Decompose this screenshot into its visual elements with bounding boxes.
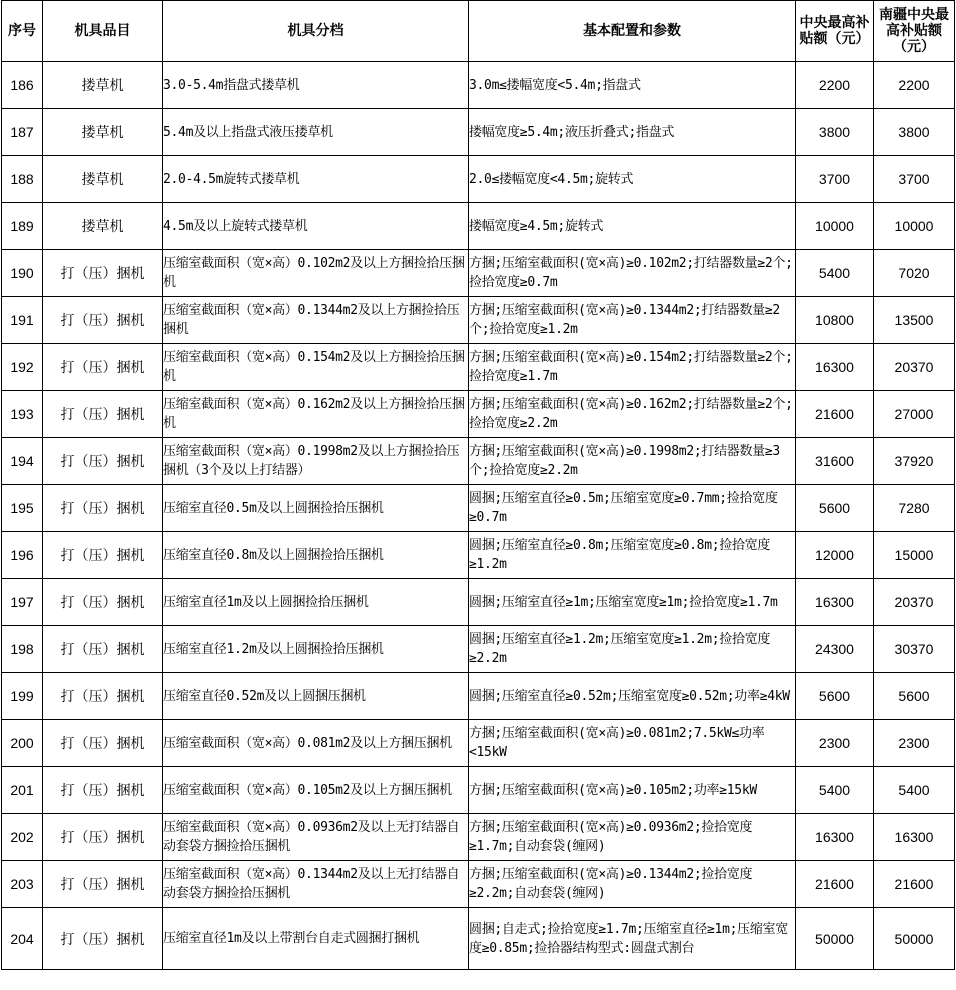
central-subsidy-cell: 12000 bbox=[796, 532, 874, 579]
seq-cell: 204 bbox=[2, 908, 43, 970]
grade-cell: 压缩室直径0.5m及以上圆捆捡拾压捆机 bbox=[163, 485, 469, 532]
header-central-subsidy: 中央最高补贴额（元） bbox=[796, 1, 874, 62]
header-spec: 基本配置和参数 bbox=[469, 1, 796, 62]
table-row bbox=[2, 626, 955, 673]
spec-cell: 方捆;压缩室截面积(宽×高)≥0.1998m2;打结器数量≥3个;捡拾宽度≥2.2m bbox=[469, 438, 796, 485]
spec-cell: 圆捆;压缩室直径≥0.52m;压缩室宽度≥0.52m;功率≥4kW bbox=[469, 673, 796, 720]
seq-cell: 187 bbox=[2, 109, 43, 156]
table-row bbox=[2, 297, 955, 344]
item-cell: 搂草机 bbox=[43, 156, 163, 203]
table-body bbox=[2, 62, 955, 970]
central-subsidy-cell: 5400 bbox=[796, 767, 874, 814]
table-row bbox=[2, 908, 955, 970]
item-cell: 打（压）捆机 bbox=[43, 767, 163, 814]
seq-cell: 195 bbox=[2, 485, 43, 532]
central-subsidy-cell: 16300 bbox=[796, 814, 874, 861]
spec-cell: 方捆;压缩室截面积(宽×高)≥0.105m2;功率≥15kW bbox=[469, 767, 796, 814]
central-subsidy-cell: 5400 bbox=[796, 250, 874, 297]
nanjiang-subsidy-cell: 10000 bbox=[874, 203, 955, 250]
nanjiang-subsidy-cell: 5600 bbox=[874, 673, 955, 720]
grade-cell: 5.4m及以上指盘式液压搂草机 bbox=[163, 109, 469, 156]
spec-cell: 2.0≤搂幅宽度<4.5m;旋转式 bbox=[469, 156, 796, 203]
seq-cell: 196 bbox=[2, 532, 43, 579]
central-subsidy-cell: 50000 bbox=[796, 908, 874, 970]
central-subsidy-cell: 16300 bbox=[796, 579, 874, 626]
grade-cell: 压缩室截面积（宽×高）0.102m2及以上方捆捡拾压捆机 bbox=[163, 250, 469, 297]
spec-cell: 圆捆;压缩室直径≥1m;压缩室宽度≥1m;捡拾宽度≥1.7m bbox=[469, 579, 796, 626]
item-cell: 打（压）捆机 bbox=[43, 861, 163, 908]
table-row bbox=[2, 767, 955, 814]
nanjiang-subsidy-cell: 5400 bbox=[874, 767, 955, 814]
seq-cell: 201 bbox=[2, 767, 43, 814]
seq-cell: 194 bbox=[2, 438, 43, 485]
item-cell: 搂草机 bbox=[43, 109, 163, 156]
grade-cell: 压缩室截面积（宽×高）0.081m2及以上方捆压捆机 bbox=[163, 720, 469, 767]
table-row bbox=[2, 861, 955, 908]
table-row bbox=[2, 532, 955, 579]
seq-cell: 190 bbox=[2, 250, 43, 297]
seq-cell: 188 bbox=[2, 156, 43, 203]
header-nanjiang-subsidy: 南疆中央最高补贴额（元） bbox=[874, 1, 955, 62]
table-row bbox=[2, 814, 955, 861]
seq-cell: 203 bbox=[2, 861, 43, 908]
central-subsidy-cell: 31600 bbox=[796, 438, 874, 485]
nanjiang-subsidy-cell: 20370 bbox=[874, 579, 955, 626]
seq-cell: 186 bbox=[2, 62, 43, 109]
spec-cell: 3.0m≤搂幅宽度<5.4m;指盘式 bbox=[469, 62, 796, 109]
nanjiang-subsidy-cell: 30370 bbox=[874, 626, 955, 673]
item-cell: 打（压）捆机 bbox=[43, 908, 163, 970]
grade-cell: 压缩室截面积（宽×高）0.105m2及以上方捆压捆机 bbox=[163, 767, 469, 814]
spec-cell: 圆捆;压缩室直径≥1.2m;压缩室宽度≥1.2m;捡拾宽度≥2.2m bbox=[469, 626, 796, 673]
central-subsidy-cell: 5600 bbox=[796, 485, 874, 532]
header-row bbox=[2, 1, 955, 62]
item-cell: 打（压）捆机 bbox=[43, 720, 163, 767]
item-cell: 打（压）捆机 bbox=[43, 532, 163, 579]
spec-cell: 方捆;压缩室截面积(宽×高)≥0.162m2;打结器数量≥2个;捡拾宽度≥2.2m bbox=[469, 391, 796, 438]
seq-cell: 202 bbox=[2, 814, 43, 861]
nanjiang-subsidy-cell: 13500 bbox=[874, 297, 955, 344]
table-row bbox=[2, 438, 955, 485]
table-row bbox=[2, 109, 955, 156]
central-subsidy-cell: 10800 bbox=[796, 297, 874, 344]
grade-cell: 压缩室截面积（宽×高）0.1998m2及以上方捆捡拾压捆机（3个及以上打结器） bbox=[163, 438, 469, 485]
grade-cell: 压缩室直径1m及以上带割台自走式圆捆打捆机 bbox=[163, 908, 469, 970]
central-subsidy-cell: 2300 bbox=[796, 720, 874, 767]
grade-cell: 压缩室截面积（宽×高）0.0936m2及以上无打结器自动套袋方捆捡拾压捆机 bbox=[163, 814, 469, 861]
grade-cell: 压缩室直径1m及以上圆捆捡拾压捆机 bbox=[163, 579, 469, 626]
grade-cell: 压缩室截面积（宽×高）0.1344m2及以上方捆捡拾压捆机 bbox=[163, 297, 469, 344]
item-cell: 打（压）捆机 bbox=[43, 344, 163, 391]
seq-cell: 193 bbox=[2, 391, 43, 438]
central-subsidy-cell: 3800 bbox=[796, 109, 874, 156]
central-subsidy-cell: 21600 bbox=[796, 391, 874, 438]
table-row bbox=[2, 344, 955, 391]
seq-cell: 189 bbox=[2, 203, 43, 250]
nanjiang-subsidy-cell: 37920 bbox=[874, 438, 955, 485]
header-grade: 机具分档 bbox=[163, 1, 469, 62]
spec-cell: 圆捆;压缩室直径≥0.8m;压缩室宽度≥0.8m;捡拾宽度≥1.2m bbox=[469, 532, 796, 579]
item-cell: 打（压）捆机 bbox=[43, 297, 163, 344]
nanjiang-subsidy-cell: 21600 bbox=[874, 861, 955, 908]
grade-cell: 压缩室直径0.52m及以上圆捆压捆机 bbox=[163, 673, 469, 720]
table-row bbox=[2, 250, 955, 297]
nanjiang-subsidy-cell: 20370 bbox=[874, 344, 955, 391]
grade-cell: 2.0-4.5m旋转式搂草机 bbox=[163, 156, 469, 203]
central-subsidy-cell: 10000 bbox=[796, 203, 874, 250]
central-subsidy-cell: 3700 bbox=[796, 156, 874, 203]
nanjiang-subsidy-cell: 2300 bbox=[874, 720, 955, 767]
item-cell: 打（压）捆机 bbox=[43, 438, 163, 485]
table-row bbox=[2, 391, 955, 438]
spec-cell: 搂幅宽度≥4.5m;旋转式 bbox=[469, 203, 796, 250]
nanjiang-subsidy-cell: 50000 bbox=[874, 908, 955, 970]
grade-cell: 压缩室截面积（宽×高）0.1344m2及以上无打结器自动套袋方捆捡拾压捆机 bbox=[163, 861, 469, 908]
nanjiang-subsidy-cell: 16300 bbox=[874, 814, 955, 861]
spec-cell: 方捆;压缩室截面积(宽×高)≥0.1344m2;打结器数量≥2个;捡拾宽度≥1.2m bbox=[469, 297, 796, 344]
subsidy-table bbox=[1, 0, 955, 970]
table-row bbox=[2, 720, 955, 767]
grade-cell: 3.0-5.4m指盘式搂草机 bbox=[163, 62, 469, 109]
item-cell: 打（压）捆机 bbox=[43, 579, 163, 626]
nanjiang-subsidy-cell: 3700 bbox=[874, 156, 955, 203]
nanjiang-subsidy-cell: 7020 bbox=[874, 250, 955, 297]
central-subsidy-cell: 5600 bbox=[796, 673, 874, 720]
spec-cell: 方捆;压缩室截面积(宽×高)≥0.102m2;打结器数量≥2个;捡拾宽度≥0.7m bbox=[469, 250, 796, 297]
table-row bbox=[2, 579, 955, 626]
seq-cell: 191 bbox=[2, 297, 43, 344]
nanjiang-subsidy-cell: 27000 bbox=[874, 391, 955, 438]
item-cell: 搂草机 bbox=[43, 203, 163, 250]
spec-cell: 方捆;压缩室截面积(宽×高)≥0.0936m2;捡拾宽度≥1.7m;自动套袋(缠网) bbox=[469, 814, 796, 861]
nanjiang-subsidy-cell: 3800 bbox=[874, 109, 955, 156]
central-subsidy-cell: 24300 bbox=[796, 626, 874, 673]
item-cell: 打（压）捆机 bbox=[43, 391, 163, 438]
seq-cell: 199 bbox=[2, 673, 43, 720]
item-cell: 打（压）捆机 bbox=[43, 485, 163, 532]
item-cell: 打（压）捆机 bbox=[43, 626, 163, 673]
spec-cell: 方捆;压缩室截面积(宽×高)≥0.1344m2;捡拾宽度≥2.2m;自动套袋(缠网) bbox=[469, 861, 796, 908]
spec-cell: 圆捆;压缩室直径≥0.5m;压缩室宽度≥0.7mm;捡拾宽度≥0.7m bbox=[469, 485, 796, 532]
spec-cell: 方捆;压缩室截面积(宽×高)≥0.154m2;打结器数量≥2个;捡拾宽度≥1.7m bbox=[469, 344, 796, 391]
item-cell: 打（压）捆机 bbox=[43, 673, 163, 720]
spec-cell: 圆捆;自走式;捡拾宽度≥1.7m;压缩室直径≥1m;压缩室宽度≥0.85m;捡拾器结构型式:圆盘式割台 bbox=[469, 908, 796, 970]
nanjiang-subsidy-cell: 2200 bbox=[874, 62, 955, 109]
table-row bbox=[2, 62, 955, 109]
seq-cell: 192 bbox=[2, 344, 43, 391]
nanjiang-subsidy-cell: 7280 bbox=[874, 485, 955, 532]
spec-cell: 搂幅宽度≥5.4m;液压折叠式;指盘式 bbox=[469, 109, 796, 156]
grade-cell: 压缩室截面积（宽×高）0.154m2及以上方捆捡拾压捆机 bbox=[163, 344, 469, 391]
grade-cell: 4.5m及以上旋转式搂草机 bbox=[163, 203, 469, 250]
grade-cell: 压缩室直径0.8m及以上圆捆捡拾压捆机 bbox=[163, 532, 469, 579]
item-cell: 搂草机 bbox=[43, 62, 163, 109]
central-subsidy-cell: 16300 bbox=[796, 344, 874, 391]
seq-cell: 200 bbox=[2, 720, 43, 767]
grade-cell: 压缩室截面积（宽×高）0.162m2及以上方捆捡拾压捆机 bbox=[163, 391, 469, 438]
seq-cell: 198 bbox=[2, 626, 43, 673]
central-subsidy-cell: 21600 bbox=[796, 861, 874, 908]
table-row bbox=[2, 485, 955, 532]
grade-cell: 压缩室直径1.2m及以上圆捆捡拾压捆机 bbox=[163, 626, 469, 673]
header-seq: 序号 bbox=[2, 1, 43, 62]
table-row bbox=[2, 203, 955, 250]
nanjiang-subsidy-cell: 15000 bbox=[874, 532, 955, 579]
table-row bbox=[2, 673, 955, 720]
item-cell: 打（压）捆机 bbox=[43, 250, 163, 297]
table-row bbox=[2, 156, 955, 203]
central-subsidy-cell: 2200 bbox=[796, 62, 874, 109]
item-cell: 打（压）捆机 bbox=[43, 814, 163, 861]
spec-cell: 方捆;压缩室截面积(宽×高)≥0.081m2;7.5kW≤功率<15kW bbox=[469, 720, 796, 767]
header-item: 机具品目 bbox=[43, 1, 163, 62]
seq-cell: 197 bbox=[2, 579, 43, 626]
